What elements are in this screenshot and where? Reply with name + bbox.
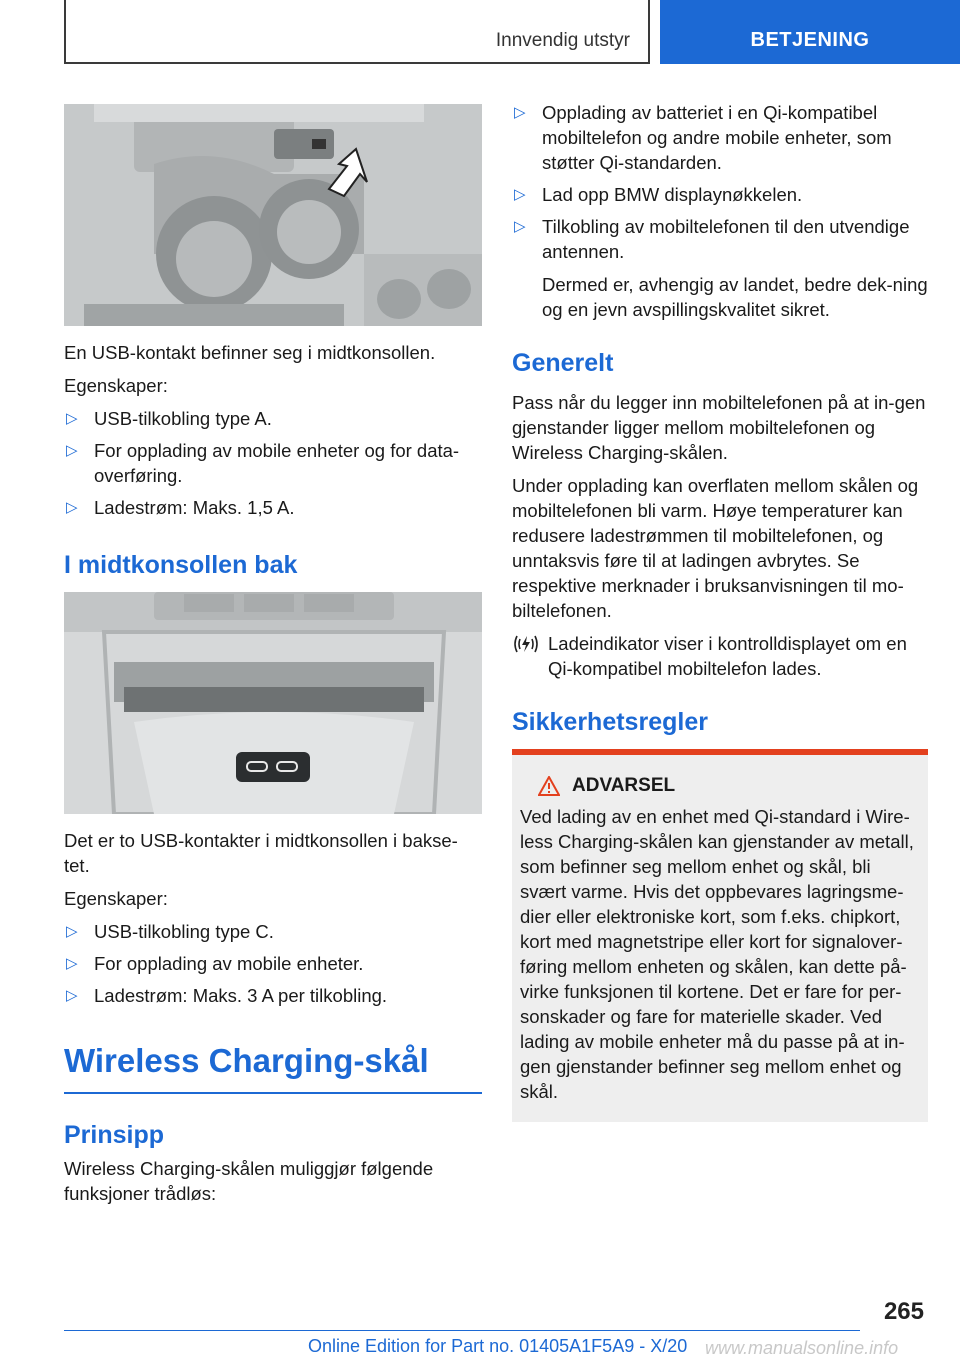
triangle-bullet-icon: ▷ (514, 104, 526, 121)
right-column (512, 100, 928, 1122)
paragraph-antenna-note: Dermed er, avhengig av landet, bedre dek-ning og en jevn avspillingskvalitet sikret. (542, 274, 928, 320)
footer-divider (64, 1330, 860, 1331)
warning-header (520, 773, 920, 798)
warning-triangle-icon (538, 776, 560, 796)
list-item: ▷ Ladestrøm: Maks. 3 A per tilkobling. (66, 985, 388, 1006)
list-item: ▷ USB-tilkobling type C. (66, 921, 274, 942)
warning-text: Ved lading av en enhet med Qi-standard i Wire-less Charging-skålen kan gjenstander av metall, som befinner seg mellom enhet og skål, bli svært varme. Hvis det oppbevares lagringsme-dier eller elektroniske kort, som f.eks. chipkort, kort med magnetstripe eller kort for signalover-føring mellom enheten og skålen, kan dette på-virke funksjonen til kortene. Det er fare for per-sonskader og fare for materielle skader. Ved lading av mobile enheter må du passe på at in-gen gjenstander befinner seg mellom enhet og skål. (520, 806, 914, 1102)
heading-safety: Sikkerhetsregler (512, 708, 708, 736)
list-item: ▷ For opplading av mobile enheter og for data-overføring. (66, 440, 460, 486)
section-title: Innvendig utstyr (495, 30, 630, 51)
triangle-bullet-icon: ▷ (66, 955, 78, 972)
usb-front-photo (64, 104, 482, 326)
list-item: ▷ USB-tilkobling type A. (66, 408, 272, 429)
paragraph-usb-rear: Det er to USB-kontakter i midtkonsollen i bakse-tet. (64, 830, 458, 876)
paragraph-general-1: Pass når du legger inn mobiltelefonen på at in-gen gjenstander ligger mellom mobiltelefonen og Wireless Charging-skålen. (512, 392, 926, 463)
warning-box (512, 749, 928, 1122)
triangle-bullet-icon: ▷ (66, 442, 78, 459)
heading-rear-console: I midtkonsollen bak (64, 551, 298, 579)
paragraph-general-2: Under opplading kan overflaten mellom skålen og mobiltelefonen bli varm. Høye temperaturer kan redusere ladestrømmen til mobiltelefonen, og unntaksvis føre til at ladingen avbrytes. Se respektive merknader i bruksanvisningen til mo-biltelefonen. (512, 475, 919, 621)
left-column (64, 104, 482, 1214)
triangle-bullet-icon: ▷ (66, 923, 78, 940)
triangle-bullet-icon: ▷ (66, 987, 78, 1004)
heading-general: Generelt (512, 349, 614, 377)
paragraph-charge-indicator: Ladeindikator viser i kontrolldisplayet om en Qi-kompatibel mobiltelefon lades. (512, 631, 928, 681)
wireless-functions-list (512, 100, 928, 264)
usb-a-properties-list (64, 406, 482, 520)
usb-c-properties-list (64, 919, 482, 1008)
triangle-bullet-icon: ▷ (66, 499, 78, 516)
header-frame (64, 0, 650, 64)
usb-rear-photo (64, 592, 482, 814)
chapter-tab (660, 0, 960, 64)
page-number: 265 (883, 1298, 924, 1325)
label-properties-rear: Egenskaper: (64, 888, 168, 909)
list-item: ▷ For opplading av mobile enheter. (66, 953, 364, 974)
triangle-bullet-icon: ▷ (66, 410, 78, 427)
list-item: ▷ Opplading av batteriet i en Qi-kompatibel mobiltelefon og andre mobile enheter, som støtter Qi-standarden. (514, 102, 892, 173)
warning-title: ADVARSEL (572, 775, 676, 796)
triangle-bullet-icon: ▷ (514, 218, 526, 235)
triangle-bullet-icon: ▷ (514, 186, 526, 203)
paragraph-principle: Wireless Charging-skålen muliggjør følgende funksjoner trådløs: (64, 1158, 434, 1204)
heading-principle: Prinsipp (64, 1121, 165, 1149)
list-item: ▷ Ladestrøm: Maks. 1,5 A. (66, 497, 295, 518)
rear-console-illustration (64, 592, 482, 814)
chapter-title: BETJENING (750, 29, 870, 51)
wireless-charging-icon (512, 633, 540, 655)
label-properties: Egenskaper: (64, 375, 168, 396)
list-item: ▷ Tilkobling av mobiltelefonen til den utvendige antennen. (514, 216, 910, 262)
edition-text: Online Edition for Part no. 01405A1F5A9 - X/20 (308, 1336, 688, 1356)
list-item: ▷ Lad opp BMW displaynøkkelen. (514, 184, 803, 205)
cupholder-illustration (64, 104, 482, 326)
watermark-text: www.manualsonline.info (705, 1338, 899, 1358)
heading-wireless-charging: Wireless Charging-skål (64, 1042, 482, 1094)
paragraph-usb-front: En USB-kontakt befinner seg i midtkonsollen. (64, 342, 436, 363)
